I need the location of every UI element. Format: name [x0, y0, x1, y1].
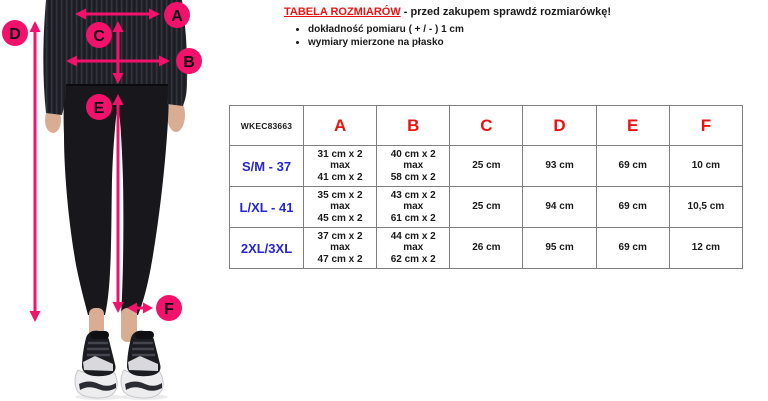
marker-e	[86, 94, 112, 120]
measure-cell: 10 cm	[669, 146, 742, 187]
column-header-f: F	[669, 106, 742, 146]
measure-cell: 69 cm	[596, 228, 669, 269]
marker-f	[156, 295, 182, 321]
measure-cell: 94 cm	[523, 187, 596, 228]
table-row	[230, 187, 743, 228]
marker-c	[86, 22, 112, 48]
page-title-main: TABELA ROZMIARÓW	[284, 6, 401, 18]
svg-text:B: B	[183, 54, 195, 71]
measure-cell: 40 cm x 2 max 58 cm x 2	[377, 146, 450, 187]
model-photo	[0, 0, 230, 401]
measure-cell: 25 cm	[450, 187, 523, 228]
svg-text:E: E	[93, 100, 105, 117]
table-row	[230, 146, 743, 187]
size-cell: L/XL - 41	[230, 187, 304, 228]
size-cell: 2XL/3XL	[230, 228, 304, 269]
measure-cell: 10,5 cm	[669, 187, 742, 228]
note-flat: • wymiary mierzone na płasko	[308, 36, 754, 49]
column-header-e: E	[596, 106, 669, 146]
page-title	[284, 6, 754, 18]
measure-cell: 69 cm	[596, 187, 669, 228]
leggings	[64, 80, 169, 315]
measure-cell: 12 cm	[669, 228, 742, 269]
svg-text:A: A	[171, 8, 183, 25]
marker-d	[2, 20, 28, 46]
marker-a	[164, 2, 190, 28]
measure-cell: 93 cm	[523, 146, 596, 187]
size-cell: S/M - 37	[230, 146, 304, 187]
column-header-b: B	[377, 106, 450, 146]
left-sneaker	[75, 331, 117, 398]
measurement-figure	[0, 0, 230, 401]
measure-cell: 26 cm	[450, 228, 523, 269]
measure-cell: 25 cm	[450, 146, 523, 187]
column-header-c: C	[450, 106, 523, 146]
marker-b	[176, 48, 202, 74]
product-code: WKEC83663	[230, 106, 304, 146]
svg-text:C: C	[93, 28, 105, 45]
size-table-body	[230, 146, 743, 269]
page-title-suffix: - przed zakupem sprawdź rozmiarówkę!	[400, 6, 611, 18]
size-table	[229, 105, 743, 269]
measure-cell: 31 cm x 2 max 41 cm x 2	[304, 146, 377, 187]
header-block	[284, 6, 754, 49]
measure-cell: 44 cm x 2 max 62 cm x 2	[377, 228, 450, 269]
measure-cell: 95 cm	[523, 228, 596, 269]
svg-text:F: F	[164, 301, 174, 318]
column-header-d: D	[523, 106, 596, 146]
measure-cell: 35 cm x 2 max 45 cm x 2	[304, 187, 377, 228]
measure-cell: 69 cm	[596, 146, 669, 187]
table-row	[230, 228, 743, 269]
measurement-notes	[284, 23, 754, 49]
size-table-header-row	[230, 106, 743, 146]
column-header-a: A	[304, 106, 377, 146]
measure-cell: 37 cm x 2 max 47 cm x 2	[304, 228, 377, 269]
measure-cell: 43 cm x 2 max 61 cm x 2	[377, 187, 450, 228]
svg-text:D: D	[9, 26, 21, 43]
note-accuracy: • dokładność pomiaru ( + / - ) 1 cm	[308, 23, 754, 36]
measure-arrow-d	[30, 21, 41, 322]
